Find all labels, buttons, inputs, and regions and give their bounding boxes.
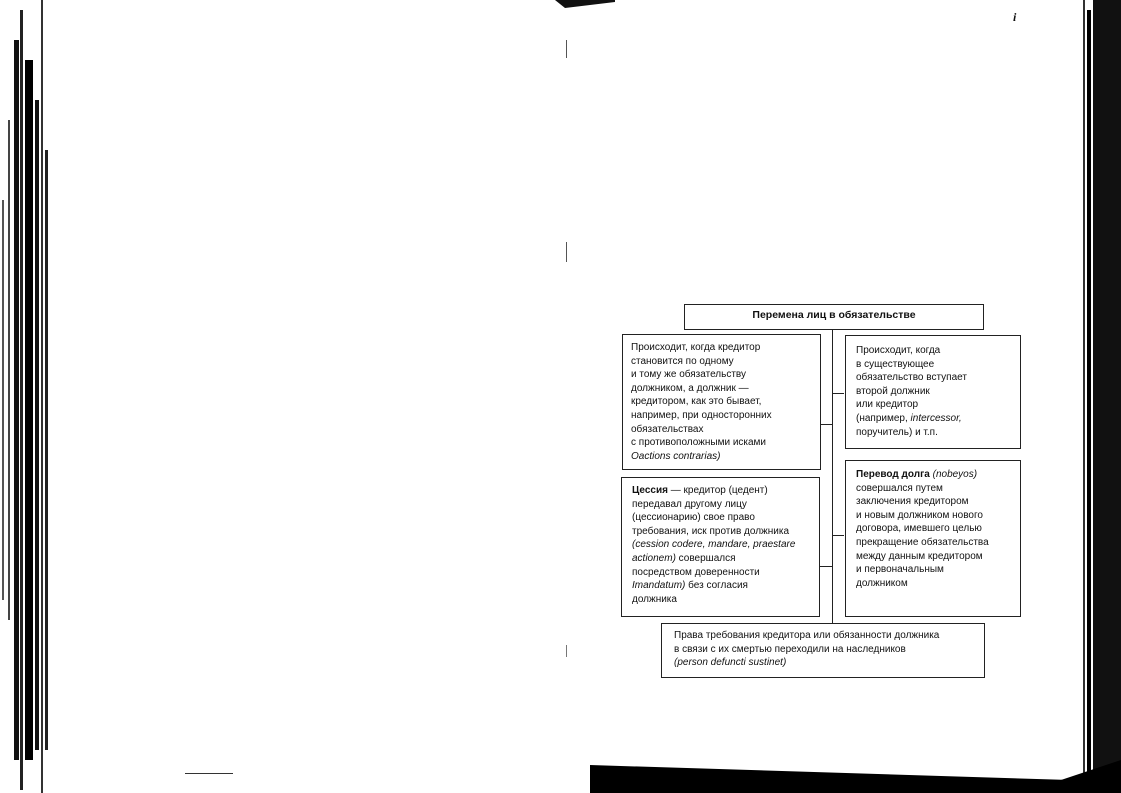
box-confusion-line: обязательствах [631,423,704,435]
box-debt-line: должником [856,577,908,589]
box-intercessor-line: поручитель) и т.п. [856,426,938,438]
cession-term: Цессия [632,485,668,496]
cession-l6-it: actionem) [632,552,676,564]
box-confusion-line: с противоположными исками [631,437,767,449]
box-debt-line-1 [856,468,1010,482]
box-debt-line: и новым должником нового [856,509,983,521]
box-confusion [622,334,821,470]
intercessor-term: intercessor, [910,412,962,424]
connector-right-2 [832,535,844,536]
box-cession-line: передавал другому лицу [632,498,747,510]
box-confusion-line: например, при односторонних [631,409,772,421]
box-cession-line-6 [632,552,809,566]
cession-l8-it: Imandatum) [632,580,686,592]
box-confusion-line: и тому же обязательству [631,369,747,381]
page-number: i [1013,10,1017,24]
box-debt-line: договора, имевшего целью [856,523,982,535]
box-inheritance-line: Права требования кредитора или обязанности должника [674,630,940,641]
box-debt-line: прекращение обязательства [856,536,989,548]
debt-term: Перевод долга [856,469,930,480]
connector-title-down [832,329,833,623]
box-debt-line: совершался путем [856,482,943,494]
box-confusion-line: кредитором, как это бывает, [631,396,762,408]
intercessor-prefix: (например, [856,412,908,424]
box-intercessor-line: или кредитор [856,399,919,411]
scan-tick-2 [566,242,567,262]
cession-l8-rest: без согласия [685,580,748,592]
box-debt-line: и первоначальным [856,564,944,576]
box-confusion-line: должником, а должник — [631,382,749,394]
connector-left-1 [821,424,832,425]
scan-tick-3 [566,645,567,657]
scan-edge-left [0,0,60,793]
box-debt-transfer [845,460,1021,617]
box-confusion-line: становится по одному [631,355,734,367]
connector-left-2 [820,566,832,567]
scan-tick-1 [566,40,567,58]
box-intercessor-line: обязательство вступает [856,372,967,384]
box-cession-line: требования, иск против должника [632,525,790,537]
box-cession-line-1 [632,484,809,498]
box-intercessor-line: в существующее [856,358,935,370]
connector-right-1 [832,393,844,394]
scan-top-mark [555,0,615,12]
box-cession [621,477,820,617]
box-intercessor-line: второй должник [856,385,930,397]
box-intercessor-line-6 [856,412,1010,426]
diagram-title [684,304,984,330]
scan-bottom-edge [590,760,1070,793]
box-cession-line: (cession codere, mandare, praestare [632,539,796,551]
box-inheritance-line: в связи с их смертью переходили на наследников [674,643,906,655]
box-confusion-latin: Oactions contrarias) [631,450,721,462]
box-confusion-line: Происходит, когда кредитор [631,342,761,353]
box-intercessor [845,335,1021,449]
box-cession-line: должника [632,593,677,605]
scan-line-bottom-left [185,773,233,774]
box-cession-line-8 [632,579,809,593]
box-cession-line: посредством доверенности [632,566,760,578]
box-cession-line: (цессионарию) свое право [632,512,755,524]
box-debt-line: заключения кредитором [856,496,969,508]
box-inheritance [661,623,985,678]
box-inheritance-line: (person defuncti sustinet) [674,657,787,669]
cession-l6-rest: совершался [675,552,736,564]
box-intercessor-line: Происходит, когда [856,345,941,356]
box-debt-line: между данным кредитором [856,550,983,562]
diagram-title-text: Перемена лиц в обязательстве [752,309,916,321]
cession-l1-rest: — кредитор (цедент) [667,485,768,496]
scan-edge-right [1061,0,1121,793]
debt-term-latin: (nobeyos) [932,469,978,480]
